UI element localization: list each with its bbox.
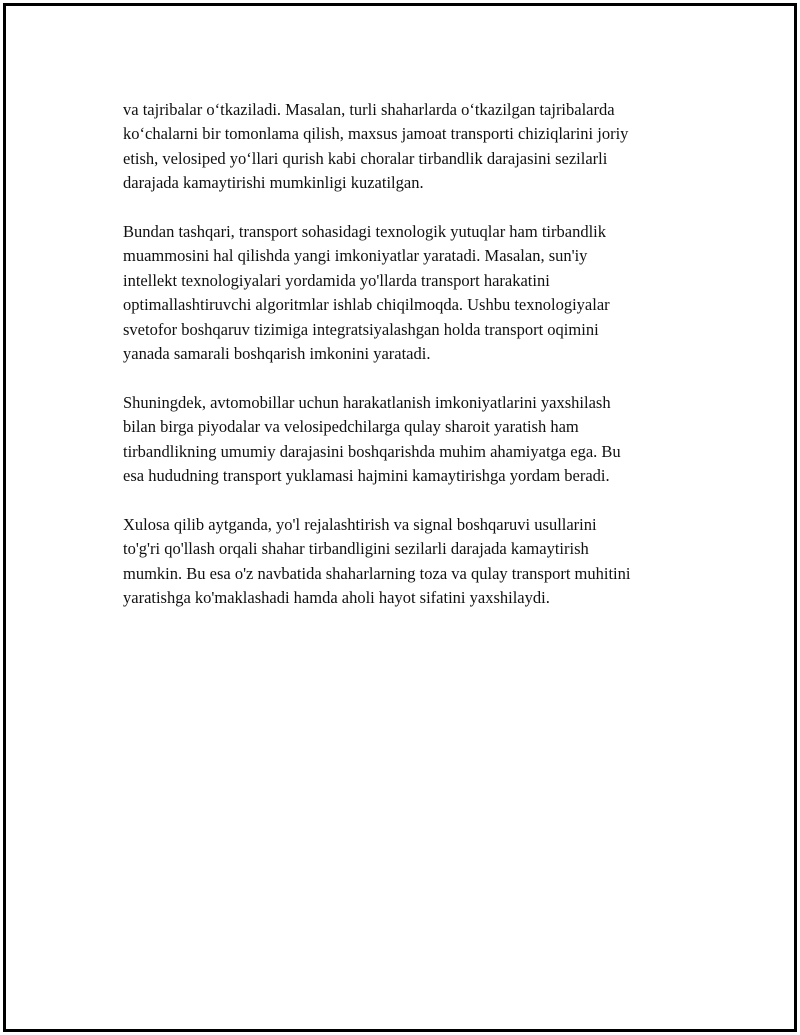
text-line: mumkin. Bu esa o'z navbatida shaharlarning toza va qulay transport muhitini xyxy=(123,563,631,583)
text-line: yaratishga ko'maklashadi hamda aholi hayot sifatini yaxshilaydi. xyxy=(123,588,550,608)
paragraph-1 xyxy=(123,98,703,196)
text-line: muammosini hal qilishda yangi imkoniyatlar yaratadi. Masalan, sun'iy xyxy=(123,246,588,266)
text-line: to'g'ri qo'llash orqali shahar tirbandligini sezilarli darajada kamaytirish xyxy=(123,539,589,559)
text-line: yanada samarali boshqarish imkonini yaratadi. xyxy=(123,344,431,364)
text-line: optimallashtiruvchi algoritmlar ishlab chiqilmoqda. Ushbu texnologiyalar xyxy=(123,295,610,315)
text-line: Shuningdek, avtomobillar uchun harakatlanish imkoniyatlarini yaxshilash xyxy=(123,392,611,412)
text-line: Bundan tashqari, transport sohasidagi texnologik yutuqlar ham tirbandlik xyxy=(123,222,606,242)
text-line: darajada kamaytirishi mumkinligi kuzatilgan. xyxy=(123,173,424,193)
text-line: tirbandlikning umumiy darajasini boshqarishda muhim ahamiyatga ega. Bu xyxy=(123,441,621,461)
paragraph-4 xyxy=(123,513,703,611)
text-line: esa hududning transport yuklamasi hajmini kamaytirishga yordam beradi. xyxy=(123,466,610,486)
paragraph-2 xyxy=(123,220,703,366)
text-line: bilan birga piyodalar va velosipedchilarga qulay sharoit yaratish ham xyxy=(123,417,579,437)
text-line: ko‘chalarni bir tomonlama qilish, maxsus jamoat transporti chiziqlarini joriy xyxy=(123,124,629,144)
text-line: intellekt texnologiyalari yordamida yo'llarda transport harakatini xyxy=(123,270,550,290)
text-line: svetofor boshqaruv tizimiga integratsiyalashgan holda transport oqimini xyxy=(123,319,599,339)
text-line: Xulosa qilib aytganda, yo'l rejalashtirish va signal boshqaruvi usullarini xyxy=(123,514,597,534)
document-body xyxy=(123,98,703,635)
text-line: etish, velosiped yo‘llari qurish kabi choralar tirbandlik darajasini sezilarli xyxy=(123,148,608,168)
paragraph-3 xyxy=(123,391,703,489)
text-line: va tajribalar o‘tkaziladi. Masalan, turli shaharlarda o‘tkazilgan tajribalarda xyxy=(123,100,615,119)
page-frame xyxy=(3,3,797,1032)
